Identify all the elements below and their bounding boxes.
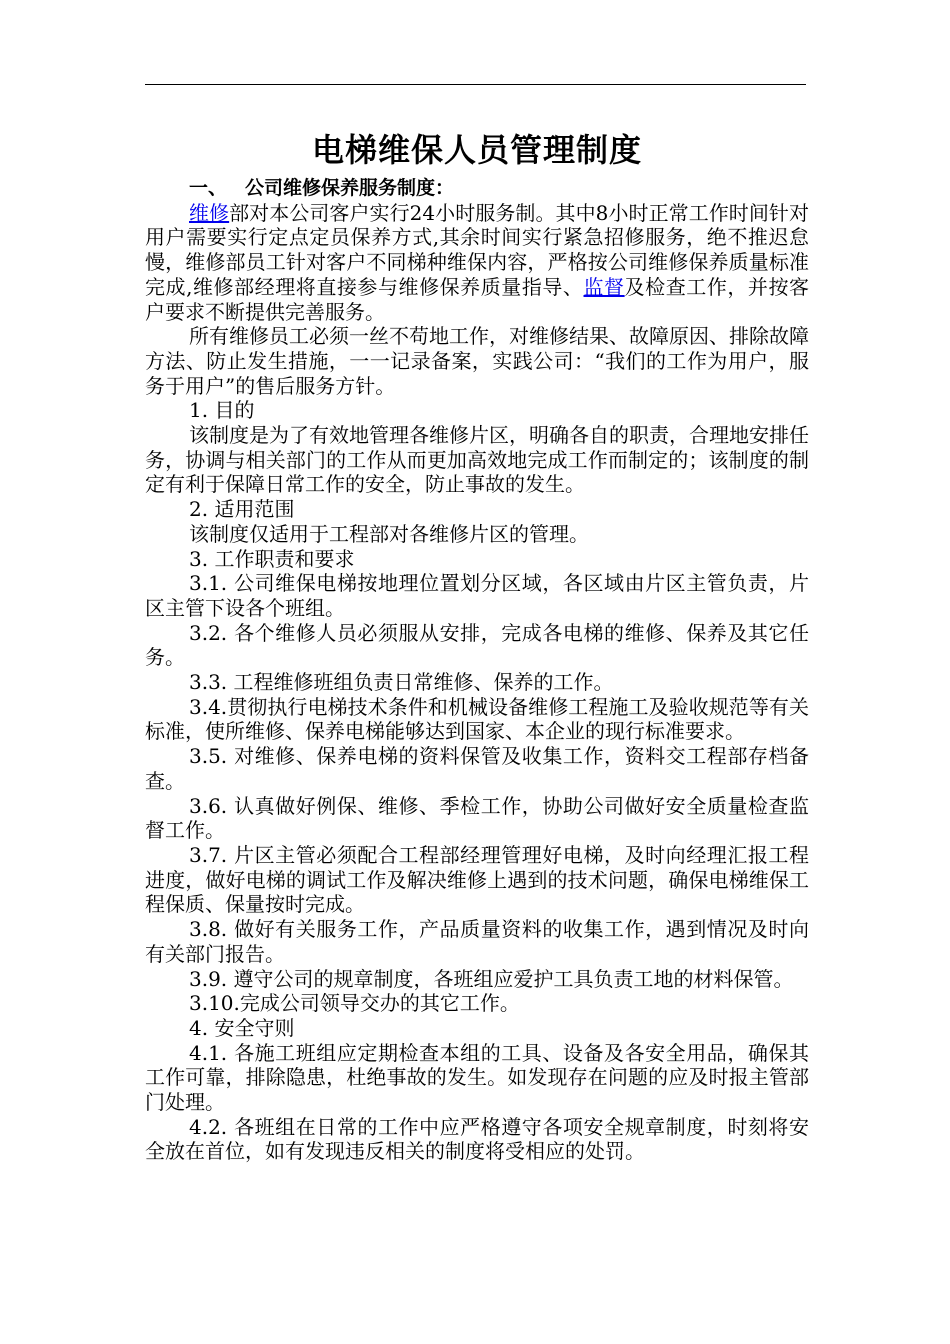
item-duties-heading: 3. 工作职责和要求	[189, 546, 355, 571]
duty-3-3: 3.3. 工程维修班组负责日常维修、保养的工作。	[189, 670, 614, 695]
safety-4-1: 4.1. 各施工班组应定期检查本组的工具、设备及各安全用品，确保其工作可靠，排除隐患，杜绝事故的发生。如发现存在问题的应及时报主管部门处理。	[145, 1040, 809, 1115]
duty-3-5: 3.5. 对维修、保养电梯的资料保管及收集工作，资料交工程部存档备查。	[145, 744, 809, 793]
duty-3-2: 3.2. 各个维修人员必须服从安排，完成各电梯的维修、保养及其它任务。	[145, 620, 809, 670]
item-safety-heading: 4. 安全守则	[189, 1015, 295, 1040]
duty-3-10: 3.10.完成公司领导交办的其它工作。	[189, 991, 520, 1016]
link-supervision[interactable]: 监督	[583, 274, 625, 299]
duty-3-4: 3.4.贯彻执行电梯技术条件和机械设备维修工程施工及验收规范等有关标准，使所维修、保养电梯能够达到国家、本企业的现行标准要求。	[145, 694, 809, 744]
item-scope-heading: 2. 适用范围	[189, 497, 295, 522]
intro-paragraph	[145, 201, 809, 325]
paragraph-staff-duty: 所有维修员工必须一丝不苟地工作，对维修结果、故障原因、排除故障方法、防止发生措施，一一记录备案，实践公司：“我们的工作为用户，服务于用户”的售后服务方针。	[145, 324, 809, 398]
header-rule	[145, 84, 806, 85]
document-title: 电梯维保人员管理制度	[311, 131, 642, 169]
duty-3-8: 3.8. 做好有关服务工作，产品质量资料的收集工作，遇到情况及时向有关部门报告。	[145, 917, 809, 966]
duty-3-6: 3.6. 认真做好例保、维修、季检工作，协助公司做好安全质量检查监督工作。	[145, 793, 809, 843]
duty-3-9: 3.9. 遵守公司的规章制度，各班组应爱护工具负责工地的材料保管。	[189, 966, 794, 991]
paragraph-scope: 该制度仅适用于工程部对各维修片区的管理。	[189, 521, 589, 546]
duty-3-1: 3.1. 公司维保电梯按地理位置划分区域，各区域由片区主管负责，片区主管下设各个班组。	[145, 571, 809, 620]
section-heading	[145, 176, 809, 201]
intro-text-1: 部对本公司客户实行24小时服务制。其中8小时正常工作时间针对用户需要实行定点定员保养方式,其余时间实行紧急招修服务，绝不推迟怠慢，维修部员工针对客户不同梯种维保内容，严格按公司维修保养质量标准完成,维修部经理将直接参与维修保养质量指导、	[145, 200, 809, 299]
paragraph-purpose: 该制度是为了有效地管理各维修片区，明确各自的职责，合理地安排任务，协调与相关部门的工作从而更加高效地完成工作而制定的；该制度的制定有利于保障日常工作的安全，防止事故的发生。	[145, 423, 809, 497]
section-heading-text: 公司维修保养服务制度：	[245, 177, 455, 199]
document-body	[145, 126, 809, 1164]
item-purpose-heading: 1. 目的	[189, 398, 255, 423]
duty-3-7: 3.7. 片区主管必须配合工程部经理管理好电梯，及时向经理汇报工程进度，做好电梯的调试工作及解决维修上遇到的技术问题，确保电梯维保工程保质、保量按时完成。	[145, 842, 809, 917]
safety-4-2: 4.2. 各班组在日常的工作中应严格遵守各项安全规章制度，时刻将安全放在首位，如有发现违反相关的制度将受相应的处罚。	[145, 1114, 809, 1164]
link-maintenance[interactable]: 维修	[189, 200, 230, 225]
intro-text-2: 及检查工作，并按客户要求不断提供完善服务。	[145, 274, 810, 324]
section-number: 一、	[189, 177, 228, 199]
